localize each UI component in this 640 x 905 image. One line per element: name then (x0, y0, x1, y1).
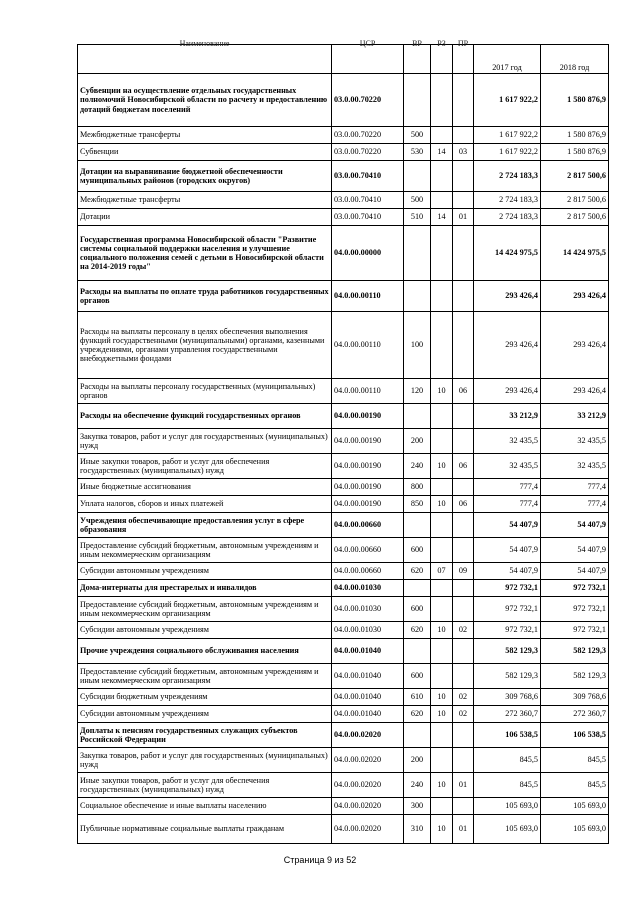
row-pr-cell: 06 (453, 496, 474, 513)
row-rz-cell (431, 192, 453, 209)
row-value-2017: 293 426,4 (474, 281, 541, 312)
row-pr-cell (453, 748, 474, 773)
row-csr-cell: 04.0.00.01040 (332, 639, 404, 664)
row-pr-cell: 02 (453, 622, 474, 639)
row-csr-cell: 03.0.00.70410 (332, 209, 404, 226)
row-csr-cell: 04.0.00.01030 (332, 622, 404, 639)
header-vr: ВР (404, 45, 431, 74)
row-rz-cell (431, 639, 453, 664)
row-pr-cell (453, 664, 474, 689)
row-csr-cell: 04.0.00.01030 (332, 580, 404, 597)
row-name-cell: Иные закупки товаров, работ и услуг для обеспечения государственных (муниципальных) нужд (78, 454, 332, 479)
row-rz-cell (431, 312, 453, 379)
row-vr-cell: 500 (404, 192, 431, 209)
row-value-2018: 105 693,0 (541, 815, 609, 844)
row-name-cell: Иные закупки товаров, работ и услуг для обеспечения государственных (муниципальных) нужд (78, 773, 332, 798)
table-row (78, 664, 609, 689)
row-value-2018: 105 693,0 (541, 798, 609, 815)
row-value-2018: 33 212,9 (541, 404, 609, 429)
row-rz-cell: 10 (431, 622, 453, 639)
row-value-2017: 2 724 183,3 (474, 209, 541, 226)
row-csr-cell: 04.0.00.00110 (332, 312, 404, 379)
row-value-2017: 972 732,1 (474, 580, 541, 597)
row-name-cell: Дотации на выравнивание бюджетной обеспеченности муниципальных районов (городских округов) (78, 161, 332, 192)
row-csr-cell: 04.0.00.02020 (332, 773, 404, 798)
table-row (78, 192, 609, 209)
row-csr-cell: 03.0.00.70220 (332, 144, 404, 161)
row-value-2018: 54 407,9 (541, 538, 609, 563)
row-value-2017: 32 435,5 (474, 429, 541, 454)
row-pr-cell: 09 (453, 563, 474, 580)
row-vr-cell (404, 639, 431, 664)
table-row (78, 281, 609, 312)
row-value-2017: 845,5 (474, 773, 541, 798)
row-csr-cell: 04.0.00.02020 (332, 815, 404, 844)
row-value-2018: 845,5 (541, 773, 609, 798)
row-pr-cell: 03 (453, 144, 474, 161)
table-row (78, 580, 609, 597)
row-rz-cell: 10 (431, 706, 453, 723)
row-name-cell: Субсидии автономным учреждениям (78, 563, 332, 580)
row-rz-cell (431, 538, 453, 563)
table-row (78, 74, 609, 127)
row-name-cell: Социальное обеспечение и иные выплаты населению (78, 798, 332, 815)
row-value-2017: 1 617 922,2 (474, 74, 541, 127)
row-rz-cell: 14 (431, 144, 453, 161)
row-vr-cell: 600 (404, 664, 431, 689)
row-csr-cell: 04.0.00.01040 (332, 706, 404, 723)
row-value-2018: 582 129,3 (541, 664, 609, 689)
row-vr-cell: 850 (404, 496, 431, 513)
row-rz-cell (431, 748, 453, 773)
table-row (78, 429, 609, 454)
row-value-2017: 845,5 (474, 748, 541, 773)
row-vr-cell: 530 (404, 144, 431, 161)
row-csr-cell: 04.0.00.00660 (332, 513, 404, 538)
row-pr-cell (453, 226, 474, 281)
row-vr-cell (404, 580, 431, 597)
table-row (78, 639, 609, 664)
row-vr-cell: 620 (404, 563, 431, 580)
row-name-cell: Расходы на обеспечение функций государственных органов (78, 404, 332, 429)
row-rz-cell: 10 (431, 815, 453, 844)
row-vr-cell (404, 74, 431, 127)
row-value-2017: 105 693,0 (474, 798, 541, 815)
row-name-cell: Закупка товаров, работ и услуг для государственных (муниципальных) нужд (78, 748, 332, 773)
row-rz-cell: 10 (431, 689, 453, 706)
row-value-2018: 972 732,1 (541, 597, 609, 622)
row-csr-cell: 04.0.00.00660 (332, 538, 404, 563)
row-name-cell: Расходы на выплаты персоналу государственных (муниципальных) органов (78, 379, 332, 404)
row-csr-cell: 03.0.00.70410 (332, 192, 404, 209)
row-name-cell: Государственная программа Новосибирской области "Развитие системы социальной поддержки населения и улучшение социального положения семей с детьми в Новосибирской области на 2014-2019 годы" (78, 226, 332, 281)
row-csr-cell: 03.0.00.70220 (332, 127, 404, 144)
row-value-2017: 293 426,4 (474, 312, 541, 379)
row-pr-cell (453, 639, 474, 664)
row-vr-cell: 300 (404, 798, 431, 815)
row-pr-cell (453, 429, 474, 454)
row-pr-cell: 01 (453, 815, 474, 844)
row-name-cell: Закупка товаров, работ и услуг для государственных (муниципальных) нужд (78, 429, 332, 454)
row-value-2017: 582 129,3 (474, 639, 541, 664)
row-rz-cell (431, 513, 453, 538)
row-vr-cell (404, 723, 431, 748)
table-row (78, 161, 609, 192)
row-csr-cell: 03.0.00.70410 (332, 161, 404, 192)
row-rz-cell: 10 (431, 454, 453, 479)
table-row (78, 563, 609, 580)
row-pr-cell: 01 (453, 209, 474, 226)
table-row (78, 209, 609, 226)
row-name-cell: Межбюджетные трансферты (78, 127, 332, 144)
table-row (78, 144, 609, 161)
row-pr-cell (453, 580, 474, 597)
row-name-cell: Субсидии автономным учреждениям (78, 706, 332, 723)
table-row (78, 404, 609, 429)
row-value-2018: 293 426,4 (541, 379, 609, 404)
row-name-cell: Предоставление субсидий бюджетным, автономным учреждениям и иным некоммерческим организациям (78, 597, 332, 622)
row-name-cell: Субвенции на осуществление отдельных государственных полномочий Новосибирской области по расчету и предоставлению дотаций бюджетам поселений (78, 74, 332, 127)
row-name-cell: Предоставление субсидий бюджетным, автономным учреждениям и иным некоммерческим организациям (78, 664, 332, 689)
row-csr-cell: 04.0.00.00660 (332, 563, 404, 580)
page-number: Страница 9 из 52 (283, 855, 357, 865)
row-value-2018: 272 360,7 (541, 706, 609, 723)
header-pr: ПР (453, 45, 474, 74)
row-pr-cell (453, 192, 474, 209)
row-csr-cell: 04.0.00.00110 (332, 281, 404, 312)
row-name-cell: Иные бюджетные ассигнования (78, 479, 332, 496)
row-rz-cell (431, 597, 453, 622)
row-csr-cell: 04.0.00.00110 (332, 379, 404, 404)
row-value-2018: 32 435,5 (541, 454, 609, 479)
row-pr-cell: 06 (453, 454, 474, 479)
row-value-2018: 845,5 (541, 748, 609, 773)
row-vr-cell: 240 (404, 773, 431, 798)
row-csr-cell: 04.0.00.00190 (332, 479, 404, 496)
row-name-cell: Расходы на выплаты персоналу в целях обеспечения выполнения функций государственными (муниципальными) органами, казенными учреждениями, органами управления государственными внебюджетными фондами (78, 312, 332, 379)
table-row (78, 226, 609, 281)
row-csr-cell: 04.0.00.00000 (332, 226, 404, 281)
row-rz-cell (431, 479, 453, 496)
row-value-2017: 972 732,1 (474, 597, 541, 622)
table-row (78, 454, 609, 479)
row-rz-cell: 10 (431, 773, 453, 798)
row-value-2017: 272 360,7 (474, 706, 541, 723)
row-value-2018: 1 580 876,9 (541, 74, 609, 127)
table-row (78, 479, 609, 496)
row-csr-cell: 03.0.00.70220 (332, 74, 404, 127)
row-vr-cell: 120 (404, 379, 431, 404)
table-row (78, 597, 609, 622)
row-value-2017: 1 617 922,2 (474, 144, 541, 161)
row-name-cell: Уплата налогов, сборов и иных платежей (78, 496, 332, 513)
row-vr-cell: 200 (404, 429, 431, 454)
row-pr-cell: 01 (453, 773, 474, 798)
table-row (78, 379, 609, 404)
row-vr-cell: 510 (404, 209, 431, 226)
row-vr-cell (404, 161, 431, 192)
row-rz-cell (431, 74, 453, 127)
row-value-2017: 33 212,9 (474, 404, 541, 429)
row-vr-cell (404, 226, 431, 281)
header-2018: 2018 год (541, 45, 609, 74)
row-name-cell: Прочие учреждения социального обслуживания населения (78, 639, 332, 664)
table-row (78, 689, 609, 706)
row-pr-cell (453, 513, 474, 538)
table-row (78, 496, 609, 513)
row-value-2017: 2 724 183,3 (474, 192, 541, 209)
row-rz-cell (431, 161, 453, 192)
row-vr-cell: 620 (404, 622, 431, 639)
row-rz-cell (431, 281, 453, 312)
row-value-2017: 777,4 (474, 479, 541, 496)
row-rz-cell (431, 404, 453, 429)
row-pr-cell (453, 479, 474, 496)
row-pr-cell: 06 (453, 379, 474, 404)
row-name-cell: Субвенции (78, 144, 332, 161)
row-value-2017: 293 426,4 (474, 379, 541, 404)
row-name-cell: Дома-интернаты для престарелых и инвалидов (78, 580, 332, 597)
row-vr-cell: 240 (404, 454, 431, 479)
row-pr-cell (453, 74, 474, 127)
row-vr-cell: 100 (404, 312, 431, 379)
row-pr-cell (453, 161, 474, 192)
row-value-2017: 54 407,9 (474, 563, 541, 580)
row-value-2018: 309 768,6 (541, 689, 609, 706)
row-csr-cell: 04.0.00.01030 (332, 597, 404, 622)
row-value-2018: 972 732,1 (541, 622, 609, 639)
row-pr-cell (453, 723, 474, 748)
row-vr-cell (404, 281, 431, 312)
row-name-cell: Доплаты к пенсиям государственных служащих субъектов Российской Федерации (78, 723, 332, 748)
table-row (78, 538, 609, 563)
row-name-cell: Расходы на выплаты по оплате труда работников государственных органов (78, 281, 332, 312)
row-value-2017: 2 724 183,3 (474, 161, 541, 192)
row-rz-cell: 10 (431, 496, 453, 513)
row-vr-cell: 800 (404, 479, 431, 496)
row-vr-cell (404, 404, 431, 429)
row-name-cell: Субсидии автономным учреждениям (78, 622, 332, 639)
row-name-cell: Публичные нормативные социальные выплаты гражданам (78, 815, 332, 844)
row-csr-cell: 04.0.00.02020 (332, 723, 404, 748)
row-value-2017: 54 407,9 (474, 513, 541, 538)
row-value-2018: 32 435,5 (541, 429, 609, 454)
table-row (78, 622, 609, 639)
row-rz-cell (431, 226, 453, 281)
table-row (78, 798, 609, 815)
row-csr-cell: 04.0.00.01040 (332, 664, 404, 689)
row-value-2018: 777,4 (541, 479, 609, 496)
row-value-2018: 1 580 876,9 (541, 144, 609, 161)
table-row (78, 723, 609, 748)
row-name-cell: Субсидии бюджетным учреждениям (78, 689, 332, 706)
row-value-2017: 105 693,0 (474, 815, 541, 844)
row-vr-cell: 310 (404, 815, 431, 844)
row-vr-cell: 610 (404, 689, 431, 706)
budget-table (77, 39, 609, 844)
table-row (78, 127, 609, 144)
row-rz-cell (431, 798, 453, 815)
table-row (78, 815, 609, 844)
header-rz: РЗ (431, 45, 453, 74)
row-value-2017: 32 435,5 (474, 454, 541, 479)
row-pr-cell (453, 281, 474, 312)
row-value-2018: 2 817 500,6 (541, 161, 609, 192)
row-value-2018: 582 129,3 (541, 639, 609, 664)
table-row (78, 748, 609, 773)
row-value-2017: 972 732,1 (474, 622, 541, 639)
row-value-2017: 777,4 (474, 496, 541, 513)
row-value-2018: 54 407,9 (541, 513, 609, 538)
row-vr-cell (404, 513, 431, 538)
row-name-cell: Межбюджетные трансферты (78, 192, 332, 209)
row-value-2017: 309 768,6 (474, 689, 541, 706)
row-name-cell: Учреждения обеспечивающие предоставления услуг в сфере образования (78, 513, 332, 538)
row-rz-cell: 10 (431, 379, 453, 404)
row-value-2017: 54 407,9 (474, 538, 541, 563)
header-name: Наименование (78, 45, 332, 74)
row-pr-cell: 02 (453, 689, 474, 706)
row-vr-cell: 600 (404, 538, 431, 563)
row-vr-cell: 620 (404, 706, 431, 723)
row-value-2017: 582 129,3 (474, 664, 541, 689)
row-vr-cell: 500 (404, 127, 431, 144)
row-rz-cell (431, 429, 453, 454)
row-value-2018: 14 424 975,5 (541, 226, 609, 281)
row-value-2018: 972 732,1 (541, 580, 609, 597)
row-rz-cell: 07 (431, 563, 453, 580)
row-value-2018: 54 407,9 (541, 563, 609, 580)
table-row (78, 312, 609, 379)
row-rz-cell (431, 127, 453, 144)
row-csr-cell: 04.0.00.00190 (332, 454, 404, 479)
row-pr-cell (453, 798, 474, 815)
row-value-2018: 106 538,5 (541, 723, 609, 748)
row-pr-cell (453, 404, 474, 429)
row-pr-cell (453, 127, 474, 144)
table-row (78, 773, 609, 798)
row-value-2018: 293 426,4 (541, 312, 609, 379)
row-rz-cell: 14 (431, 209, 453, 226)
row-value-2018: 777,4 (541, 496, 609, 513)
row-value-2018: 293 426,4 (541, 281, 609, 312)
row-vr-cell: 600 (404, 597, 431, 622)
row-csr-cell: 04.0.00.02020 (332, 798, 404, 815)
table-row (78, 706, 609, 723)
table-row (78, 513, 609, 538)
row-value-2017: 14 424 975,5 (474, 226, 541, 281)
row-pr-cell: 02 (453, 706, 474, 723)
row-csr-cell: 04.0.00.00190 (332, 496, 404, 513)
row-rz-cell (431, 664, 453, 689)
table-header-row (78, 45, 609, 74)
row-value-2017: 1 617 922,2 (474, 127, 541, 144)
header-csr: ЦСР (332, 45, 404, 74)
row-rz-cell (431, 723, 453, 748)
row-value-2018: 1 580 876,9 (541, 127, 609, 144)
row-name-cell: Предоставление субсидий бюджетным, автономным учреждениям и иным некоммерческим организациям (78, 538, 332, 563)
row-value-2017: 106 538,5 (474, 723, 541, 748)
row-value-2018: 2 817 500,6 (541, 192, 609, 209)
row-name-cell: Дотации (78, 209, 332, 226)
row-value-2018: 2 817 500,6 (541, 209, 609, 226)
row-csr-cell: 04.0.00.01040 (332, 689, 404, 706)
row-pr-cell (453, 312, 474, 379)
row-vr-cell: 200 (404, 748, 431, 773)
row-csr-cell: 04.0.00.02020 (332, 748, 404, 773)
row-rz-cell (431, 580, 453, 597)
row-pr-cell (453, 597, 474, 622)
row-pr-cell (453, 538, 474, 563)
row-csr-cell: 04.0.00.00190 (332, 404, 404, 429)
header-2017: 2017 год (474, 45, 541, 74)
row-csr-cell: 04.0.00.00190 (332, 429, 404, 454)
